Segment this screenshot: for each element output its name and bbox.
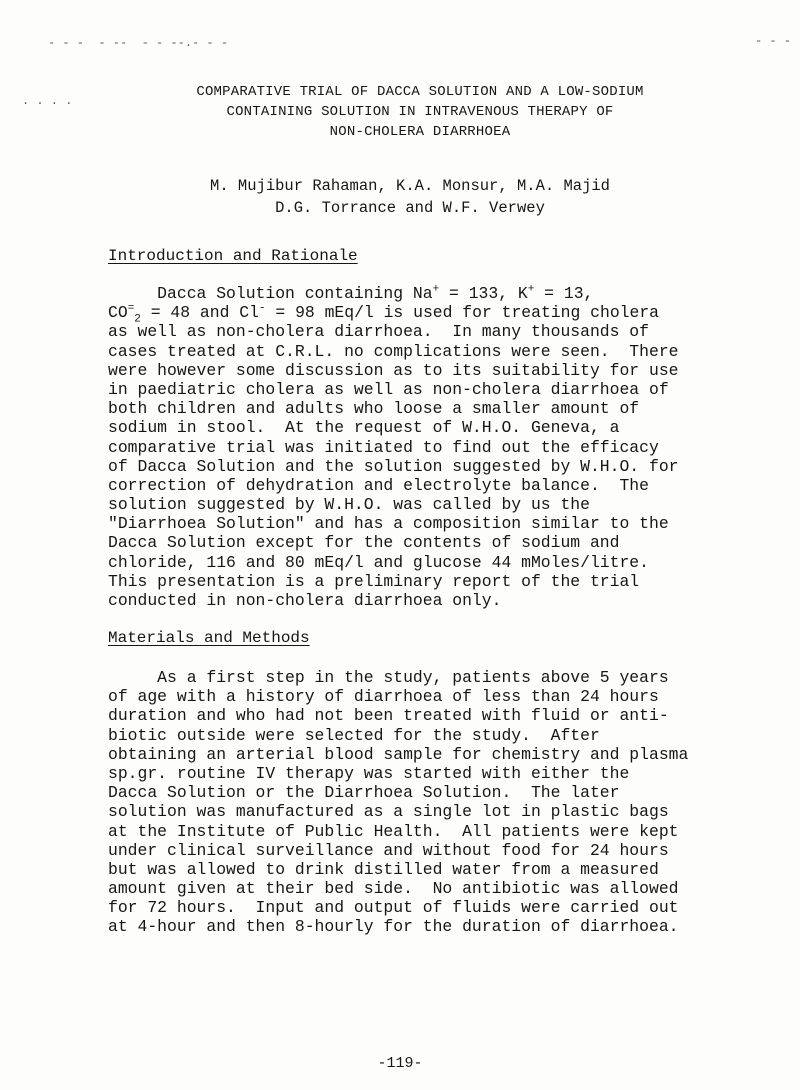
author-list: M. Mujibur Rahaman, K.A. Monsur, M.A. Majid D.G. Torrance and W.F. Verwey — [210, 177, 610, 217]
methods-line: solution was manufactured as a single lot in plastic bags — [108, 802, 669, 822]
section-heading-introduction: Introduction and Rationale — [108, 247, 358, 265]
methods-line: biotic outside were selected for the study. After — [108, 725, 600, 745]
methods-line: duration and who had not been treated with fluid or anti- — [108, 706, 669, 726]
intro-line: of Dacca Solution and the solution suggested by W.H.O. for — [108, 456, 679, 476]
scan-artifact-left: . . . . — [22, 94, 73, 108]
methods-line: at 4-hour and then 8-hourly for the duration of diarrhoea. — [108, 917, 679, 937]
intro-line: both children and adults who loose a smaller amount of — [108, 399, 640, 419]
methods-line: As a first step in the study, patients above 5 years — [108, 668, 669, 687]
intro-line: Dacca Solution except for the contents of sodium and — [108, 533, 620, 553]
intro-line: conducted in non-cholera diarrhoea only. — [108, 591, 502, 610]
methods-line: Dacca Solution or the Diarrhoea Solution. The later — [108, 783, 620, 803]
scan-artifact-top-left: - - - - -- - - --.- - - — [48, 36, 229, 50]
intro-line: Dacca Solution containing Na+ = 133, K+ = 13, — [108, 283, 594, 303]
intro-line: as well as non-cholera diarrhoea. In many thousands of — [108, 322, 649, 342]
intro-line: sodium in stool. At the request of W.H.O. Geneva, a — [108, 418, 620, 438]
intro-line: in paediatric cholera as well as non-cholera diarrhoea of — [108, 379, 669, 399]
methods-line: obtaining an arterial blood sample for chemistry and plasma — [108, 744, 689, 764]
methods-line: of age with a history of diarrhoea of less than 24 hours — [108, 687, 659, 707]
methods-line: at the Institute of Public Health. All patients were kept — [108, 821, 679, 841]
intro-line: comparative trial was initiated to find out the efficacy — [108, 437, 659, 457]
methods-line: under clinical surveillance and without food for 24 hours — [108, 840, 669, 860]
methods-line: for 72 hours. Input and output of fluids were carried out — [108, 898, 679, 918]
intro-line: were however some discussion as to its suitability for use — [108, 360, 679, 380]
methods-paragraph — [108, 668, 768, 937]
intro-line: This presentation is a preliminary report of the trial — [108, 571, 640, 591]
intro-line: cases treated at C.R.L. no complications were seen. There — [108, 341, 679, 361]
methods-line: amount given at their bed side. No antibiotic was allowed — [108, 879, 679, 899]
document-title: COMPARATIVE TRIAL OF DACCA SOLUTION AND A LOW-SODIUM CONTAINING SOLUTION IN INTRAVENOUS THERAPY OF NON-CHOLERA DIARRHOEA — [196, 84, 644, 140]
intro-line: correction of dehydration and electrolyte balance. The — [108, 475, 649, 495]
methods-line: but was allowed to drink distilled water from a measured — [108, 859, 659, 879]
intro-line: $CO^=_2 = 48$ and Cl- = 98 mEq/l is used for treating cholera — [108, 302, 660, 326]
methods-line: sp.gr. routine IV therapy was started with either the — [108, 763, 630, 783]
introduction-paragraph — [108, 284, 768, 610]
intro-line: solution suggested by W.H.O. was called by us the — [108, 495, 590, 515]
scan-artifact-top-right: - - - — [755, 34, 792, 48]
page-number: -119- — [377, 1055, 423, 1072]
intro-line: chloride, 116 and 80 mEq/l and glucose 44 mMoles/litre. — [108, 552, 649, 572]
intro-line: "Diarrhoea Solution" and has a composition similar to the — [108, 514, 669, 534]
section-heading-materials-methods: Materials and Methods — [108, 629, 310, 647]
